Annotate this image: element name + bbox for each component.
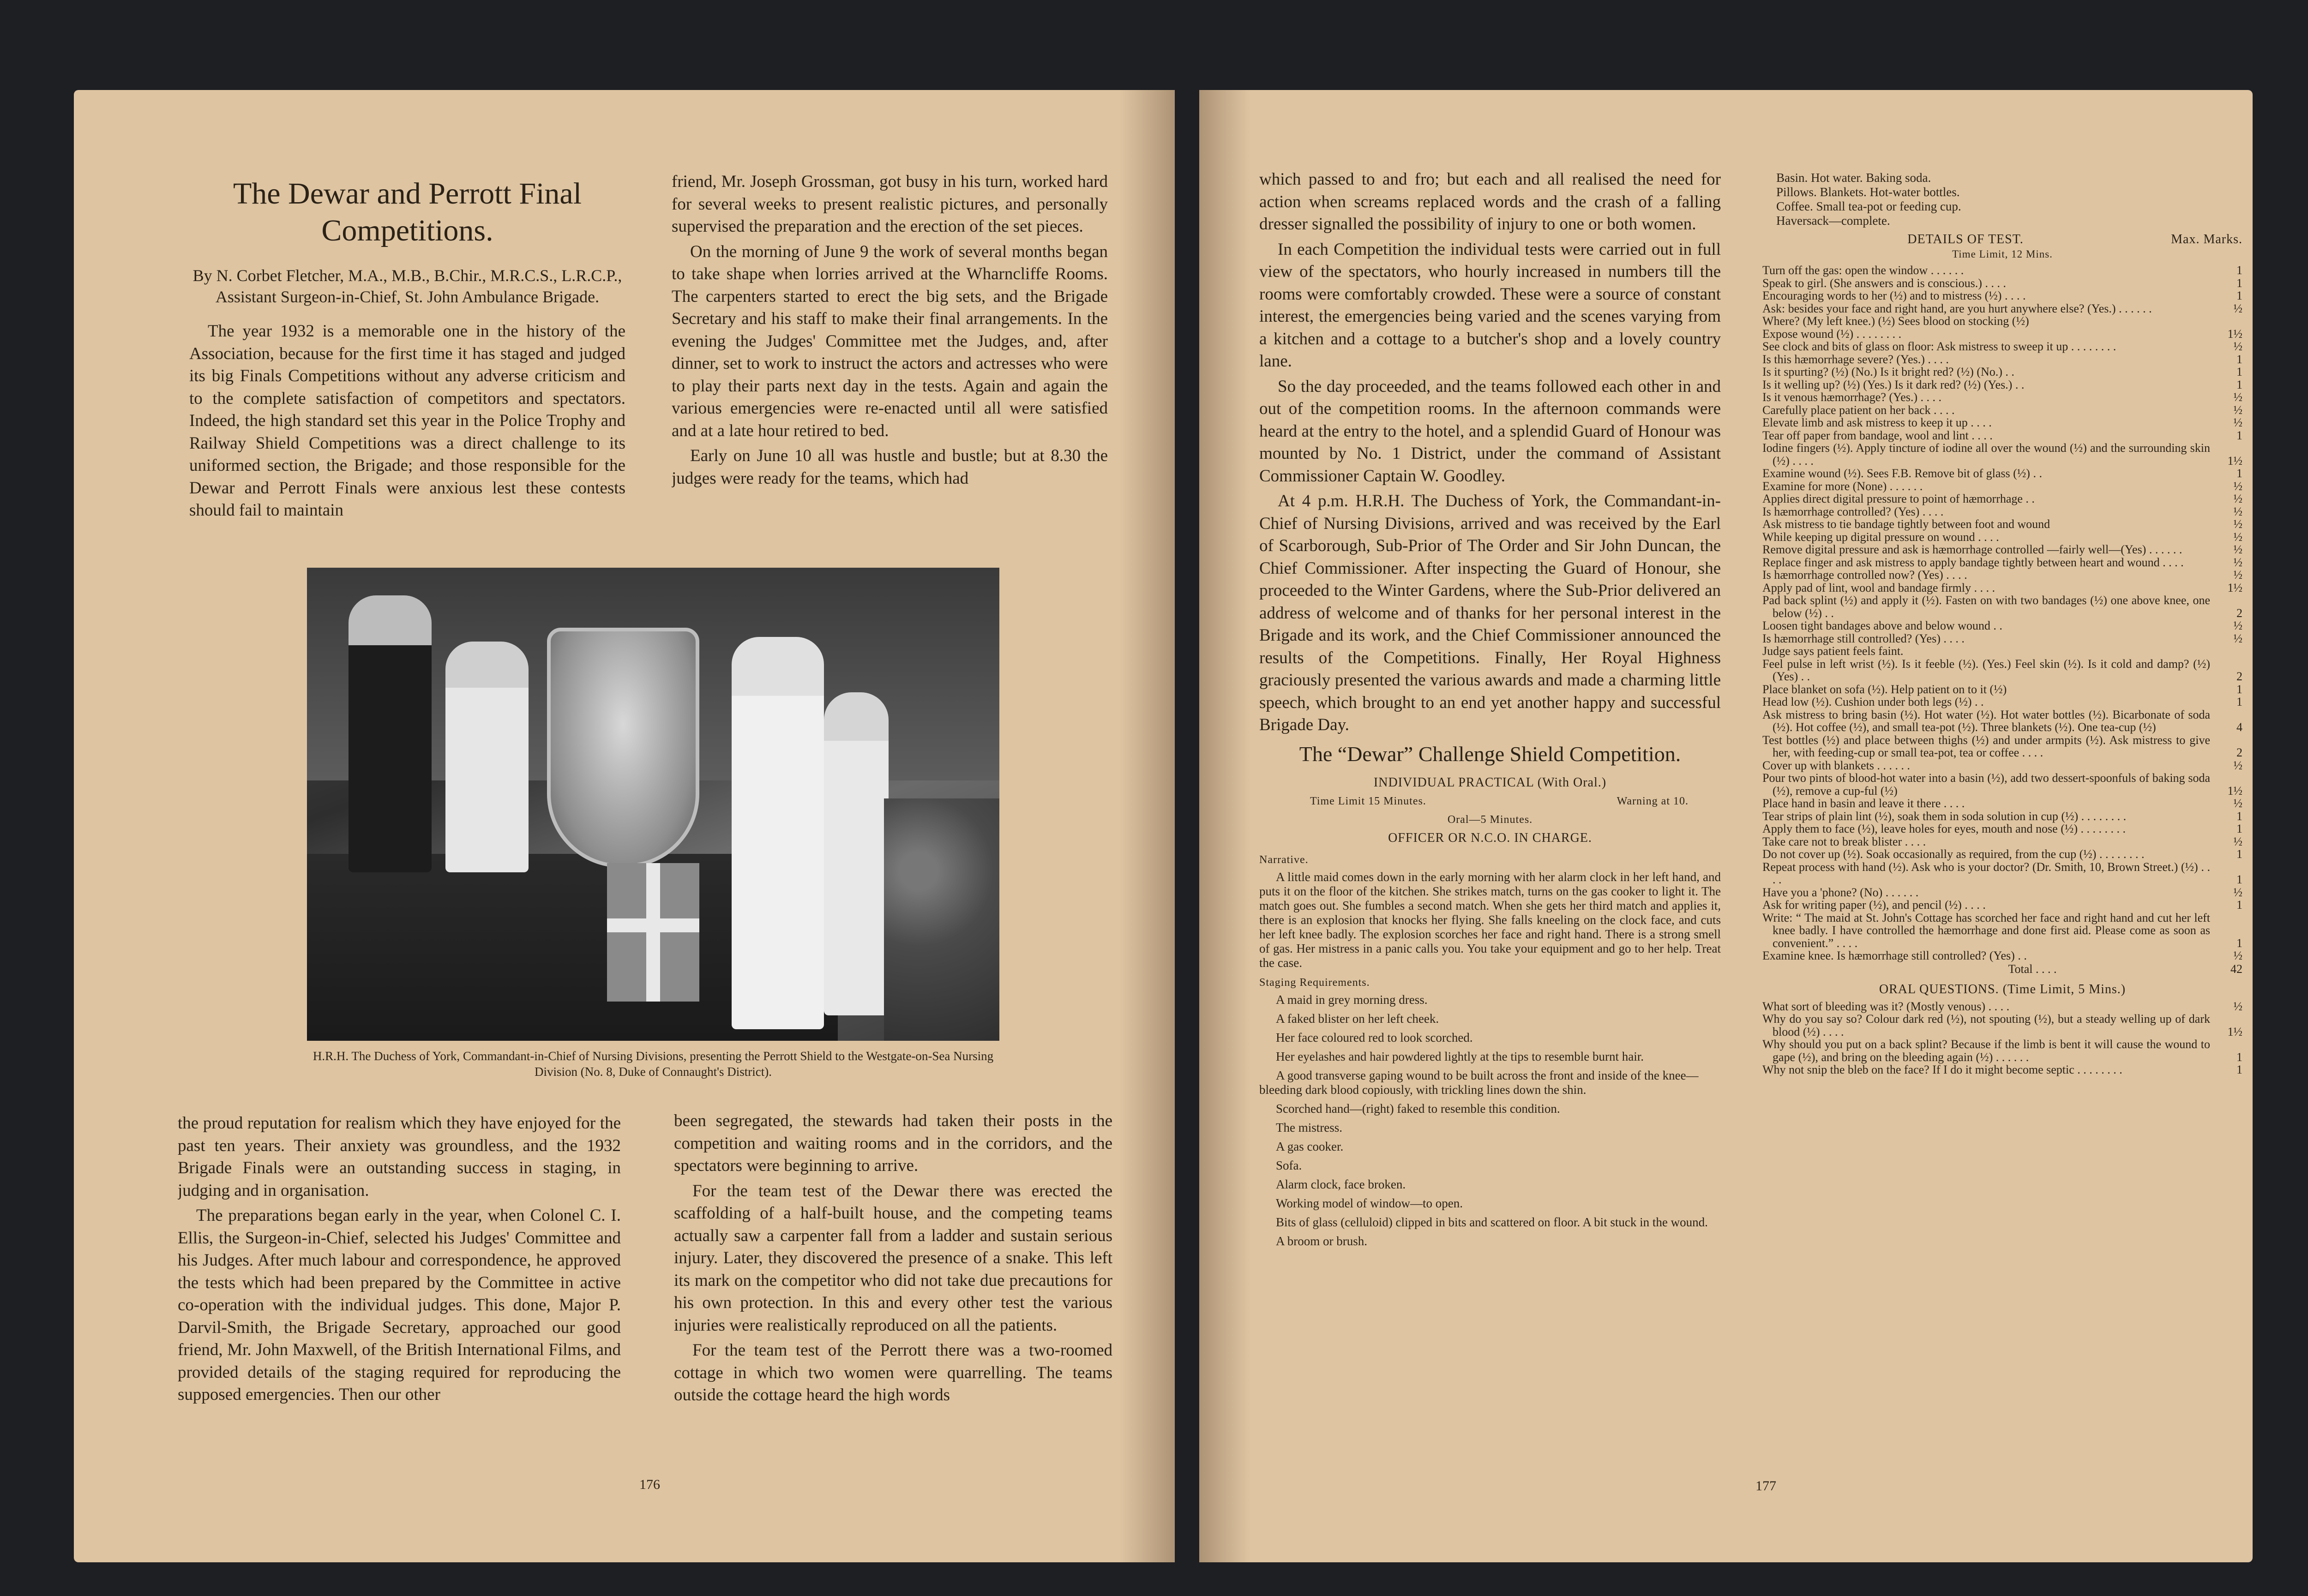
test-row-mark: ½ bbox=[2233, 568, 2242, 582]
right-page-left-column bbox=[1259, 168, 1721, 1535]
test-row bbox=[1762, 886, 2242, 899]
test-row-text: Examine wound (½). Sees F.B. Remove bit of glass (½) . . bbox=[1762, 467, 2042, 480]
list-item: Her eyelashes and hair powdered lightly at the tips to resemble burnt hair. bbox=[1276, 1049, 1644, 1063]
paragraph: Early on June 10 all was hustle and bustle; but at 8.30 the judges were ready for the teams, which had bbox=[672, 446, 1108, 488]
list-item: Basin. Hot water. Baking soda. bbox=[1776, 171, 1931, 185]
left-column-top bbox=[189, 175, 625, 558]
paragraph: been segregated, the stewards had taken their posts in the competition and waiting rooms and in the corridors, and the spectators were beginning to arrive. bbox=[674, 1111, 1112, 1175]
individual-practical-label: INDIVIDUAL PRACTICAL (With Oral.) bbox=[1373, 775, 1607, 790]
test-row-mark: 1½ bbox=[2227, 454, 2242, 468]
test-row-text: Elevate limb and ask mistress to keep it up . . . . bbox=[1762, 416, 1992, 429]
test-row-mark: ½ bbox=[2233, 479, 2242, 493]
oral-row-mark: 1½ bbox=[2227, 1025, 2242, 1038]
test-row-mark: 1 bbox=[2236, 365, 2242, 378]
narrative-text bbox=[1259, 870, 1721, 970]
test-row-mark: 1½ bbox=[2227, 784, 2242, 798]
test-row bbox=[1762, 467, 2242, 480]
test-row-mark: 1½ bbox=[2227, 581, 2242, 594]
details-heading-row bbox=[1762, 232, 2242, 247]
test-row bbox=[1762, 810, 2242, 823]
crowd-image bbox=[884, 798, 999, 1041]
test-row-mark: 2 bbox=[2236, 606, 2242, 620]
test-row-mark: 2 bbox=[2236, 746, 2242, 759]
test-row-mark: 1 bbox=[2236, 682, 2242, 696]
paragraph: For the team test of the Dewar there was erected the scaffolding of a half-built house, and the competing teams actually saw a carpenter fall from a ladder and sustain serious injury. Later, they discovered the presence of a snake. This left its mark on the competitor who did not take due precautions for his own protection. In this and every other test the various injuries were realistically reproduced on all the patients. bbox=[674, 1181, 1112, 1335]
oral-questions-heading: ORAL QUESTIONS. (Time Limit, 5 Mins.) bbox=[1879, 982, 2126, 996]
test-row-mark: ½ bbox=[2233, 530, 2242, 544]
test-row-text: Expose wound (½) . . . . . . . . bbox=[1762, 327, 1902, 341]
test-row-text: Take care not to break blister . . . . bbox=[1762, 834, 1926, 848]
test-row-text: Loosen tight bandages above and below wound . . bbox=[1762, 619, 2002, 632]
test-row-mark: ½ bbox=[2233, 403, 2242, 417]
test-row bbox=[1762, 696, 2242, 708]
list-item: A good transverse gaping wound to be built across the front and inside of the knee—bleeding dark blood copiously, with trickling lines down the shin. bbox=[1259, 1068, 1699, 1097]
test-row-text: Is this hæmorrhage severe? (Yes.) . . . . bbox=[1762, 352, 1949, 366]
photo-caption: H.R.H. The Duchess of York, Commandant-in-Chief of Nursing Divisions, presenting the Perrott Shield to the Westgate-on-Sea Nursing Division (No. 8, Duke of Connaught's District). bbox=[313, 1049, 994, 1079]
test-row bbox=[1762, 416, 2242, 429]
test-row-mark: 1 bbox=[2236, 264, 2242, 277]
test-row bbox=[1762, 797, 2242, 810]
paragraph: The preparations began early in the year, when Colonel C. I. Ellis, the Surgeon-in-Chief, selected his Judges' Committee and his Judges. After much labour and correspondence, he approved the tests which had been prepared by the Committee in active co-operation with the individual judges. This done, Major P. Darvil-Smith, the Brigade Secretary, approached our good friend, Mr. John Maxwell, of the British International Films, and provided details of the staging required for reproducing the supposed emergencies. Then our other bbox=[178, 1206, 621, 1404]
test-row-text: Ask: besides your face and right hand, are you hurt anywhere else? (Yes.) . . . . . . bbox=[1762, 301, 2152, 315]
test-row bbox=[1762, 949, 2242, 962]
test-row-text: Ask mistress to bring basin (½). Hot water (½). Hot water bottles (½). Bicarbonate of soda (½). Hot coffee (½), and small tea-pot (½). Three blankets (½). One tea-cup (½) bbox=[1762, 708, 2210, 734]
test-row-text: Ask mistress to tie bandage tightly between foot and wound bbox=[1762, 517, 2050, 531]
test-row bbox=[1762, 543, 2242, 556]
test-row-text: Feel pulse in left wrist (½). Is it feeble (½). (Yes.) Feel skin (½). Is it cold and damp? (½) (Yes) . . bbox=[1762, 657, 2210, 683]
test-row bbox=[1762, 556, 2242, 569]
warning-label: Warning at 10. bbox=[1617, 795, 1689, 807]
test-row bbox=[1762, 391, 2242, 404]
narrative-label: Narrative. bbox=[1259, 853, 1309, 866]
test-row-mark: 1 bbox=[2236, 898, 2242, 912]
oral-row bbox=[1762, 1000, 2242, 1013]
max-marks-label: Max. Marks. bbox=[2171, 232, 2242, 246]
list-item: Working model of window—to open. bbox=[1276, 1196, 1463, 1210]
test-row bbox=[1762, 277, 2242, 290]
list-item: A maid in grey morning dress. bbox=[1276, 992, 1428, 1007]
test-row bbox=[1762, 366, 2242, 378]
test-row-text: Place hand in basin and leave it there . . . . bbox=[1762, 797, 1965, 810]
test-row bbox=[1762, 772, 2242, 797]
test-row-text: Examine for more (None) . . . . . . bbox=[1762, 479, 1923, 493]
test-row bbox=[1762, 848, 2242, 861]
list-item: Alarm clock, face broken. bbox=[1276, 1177, 1406, 1191]
right-page-right-column bbox=[1762, 171, 2242, 1551]
list-item: Coffee. Small tea-pot or feeding cup. bbox=[1776, 199, 1961, 213]
test-row-mark: 1 bbox=[2236, 289, 2242, 302]
oral-questions-list bbox=[1762, 1000, 2242, 1076]
total-label: Total . . . . bbox=[2008, 962, 2057, 976]
test-row bbox=[1762, 734, 2242, 759]
test-row bbox=[1762, 531, 2242, 544]
oral-time-label: Oral—5 Minutes. bbox=[1447, 813, 1533, 826]
byline: By N. Corbet Fletcher, M.A., M.B., B.Chir., M.R.C.S., L.R.C.P., Assistant Surgeon-in-Chief, St. John Ambulance Brigade. bbox=[192, 266, 622, 306]
test-row-mark: 1 bbox=[2236, 822, 2242, 835]
test-row-text: Apply pad of lint, wool and bandage firmly . . . . bbox=[1762, 581, 1995, 594]
list-item: Sofa. bbox=[1276, 1158, 1302, 1172]
list-item: Bits of glass (celluloid) clipped in bits and scattered on floor. A bit stuck in the wound. bbox=[1276, 1215, 1708, 1229]
list-item: Her face coloured red to look scorched. bbox=[1276, 1030, 1473, 1044]
test-row bbox=[1762, 632, 2242, 645]
test-row-text: See clock and bits of glass on floor: Ask mistress to sweep it up . . . . . . . . bbox=[1762, 340, 2116, 353]
test-row bbox=[1762, 340, 2242, 353]
oral-row-mark: 1 bbox=[2236, 1063, 2242, 1076]
cross-banner-image bbox=[607, 863, 699, 1002]
test-row-mark: ½ bbox=[2233, 949, 2242, 962]
test-row bbox=[1762, 302, 2242, 315]
test-row bbox=[1762, 378, 2242, 391]
test-row bbox=[1762, 442, 2242, 467]
list-item: A faked blister on her left cheek. bbox=[1276, 1011, 1439, 1026]
test-row-text: Is it spurting? (½) (No.) Is it bright red? (½) (No.) . . bbox=[1762, 365, 2014, 378]
test-row-mark: ½ bbox=[2233, 885, 2242, 899]
test-row-mark: ½ bbox=[2233, 543, 2242, 556]
paragraph: For the team test of the Perrott there was a two-roomed cottage in which two women were quarrelling. The teams outside the cottage heard the high words bbox=[674, 1341, 1112, 1404]
test-row-text: Test bottles (½) and place between thighs (½) and under armpits (½). Ask mistress to give her, with feeding-cup or small tea-pot, tea or coffee . . . . bbox=[1762, 733, 2210, 759]
time-row bbox=[1259, 792, 1721, 810]
gutter-shadow bbox=[1199, 90, 1250, 1562]
test-row-text: While keeping up digital pressure on wound . . . . bbox=[1762, 530, 1999, 544]
test-row bbox=[1762, 315, 2242, 328]
total-value: 42 bbox=[2230, 962, 2242, 976]
test-row-mark: 1 bbox=[2236, 873, 2242, 886]
test-row-mark: ½ bbox=[2233, 555, 2242, 569]
test-row-mark: ½ bbox=[2233, 504, 2242, 518]
staging-list bbox=[1259, 993, 1721, 1248]
test-row-text: Speak to girl. (She answers and is conscious.) . . . . bbox=[1762, 276, 2006, 290]
test-row bbox=[1762, 912, 2242, 950]
oral-row bbox=[1762, 1013, 2242, 1038]
perrott-shield-image bbox=[547, 628, 699, 868]
test-row-mark: ½ bbox=[2233, 340, 2242, 353]
test-row-text: Apply them to face (½), leave holes for eyes, mouth and nose (½) . . . . . . . . bbox=[1762, 822, 2126, 835]
paragraph: A little maid comes down in the early morning with her alarm clock in her left hand, and puts it on the floor of the kitchen. She strikes match, turns on the gas cooker to light it. The match goes out. She fumbles a second match. When she gets her third match and applies it, there is an explosion that knocks her flying. She falls kneeling on the clock face, and cuts her left knee badly. The explosion scorches her face and right hand. There is a strong smell of gas. Her mistress in a panic calls you. You take your equipment and go to her help. Treat the case. bbox=[1259, 870, 1721, 970]
test-row bbox=[1762, 582, 2242, 594]
oral-row-text: Why do you say so? Colour dark red (½), not spouting (½), but a steady welling up of dark blood (½) . . . . bbox=[1762, 1012, 2210, 1038]
test-row-text: Replace finger and ask mistress to apply bandage tightly between heart and wound . . . . bbox=[1762, 555, 2184, 569]
time-limit-12-label: Time Limit, 12 Mins. bbox=[1952, 248, 2053, 260]
test-row-text: Encouraging words to her (½) and to mistress (½) . . . . bbox=[1762, 289, 2026, 302]
test-row-text: Write: “ The maid at St. John's Cottage has scorched her face and right hand and cut her left knee badly. I have controlled the hæmorrhage and done first aid. Please come as soon as convenient.” . . . . bbox=[1762, 911, 2210, 950]
test-details-list bbox=[1762, 264, 2242, 962]
test-row-text: Applies direct digital pressure to point of hæmorrhage . . bbox=[1762, 492, 2035, 505]
oral-row-mark: 1 bbox=[2236, 1050, 2242, 1064]
test-row-text: Tear off paper from bandage, wool and lint . . . . bbox=[1762, 428, 1993, 442]
test-row-text: Judge says patient feels faint. bbox=[1762, 644, 1904, 658]
test-row-text: Do not cover up (½). Soak occasionally as required, from the cup (½) . . . . . . . . bbox=[1762, 847, 2145, 861]
test-row bbox=[1762, 645, 2242, 658]
test-row-mark: 1 bbox=[2236, 936, 2242, 950]
article-continuation bbox=[1259, 168, 1721, 737]
duchess-presentation-photo bbox=[307, 568, 999, 1041]
paragraph: friend, Mr. Joseph Grossman, got busy in his turn, worked hard for several weeks to present realistic pictures, and personally supervised the preparation and the erection of the set pieces. bbox=[672, 172, 1108, 236]
list-item: Haversack—complete. bbox=[1776, 214, 1890, 228]
test-row-mark: 1½ bbox=[2227, 327, 2242, 341]
nurse-figure bbox=[732, 637, 824, 1029]
test-row-text: Is it venous hæmorrhage? (Yes.) . . . . bbox=[1762, 390, 1942, 404]
page-number: 177 bbox=[1755, 1478, 1776, 1494]
test-row bbox=[1762, 861, 2242, 886]
test-row-mark: 1 bbox=[2236, 378, 2242, 391]
test-row-text: Cover up with blankets . . . . . . bbox=[1762, 758, 1910, 772]
test-row-text: Pad back splint (½) and apply it (½). Fasten on with two bandages (½) one above knee, one below (½) . . bbox=[1762, 594, 2210, 620]
nurse-figure bbox=[824, 692, 889, 1015]
officer-label: OFFICER OR N.C.O. IN CHARGE. bbox=[1388, 830, 1592, 845]
test-row-mark: ½ bbox=[2233, 797, 2242, 810]
test-row-mark: ½ bbox=[2233, 416, 2242, 429]
test-row-text: Place blanket on sofa (½). Help patient on to it (½) bbox=[1762, 682, 2007, 696]
page-number: 176 bbox=[639, 1477, 660, 1492]
test-row-text: Head low (½). Cushion under both legs (½) . . bbox=[1762, 695, 1984, 708]
time-limit-label: Time Limit 15 Minutes. bbox=[1310, 795, 1426, 807]
materials-list bbox=[1762, 171, 2242, 228]
test-row bbox=[1762, 835, 2242, 848]
test-row-mark: 2 bbox=[2236, 670, 2242, 683]
left-column-bottom bbox=[178, 1112, 621, 1546]
test-row bbox=[1762, 289, 2242, 302]
test-row-mark: 1 bbox=[2236, 695, 2242, 708]
test-row-text: Ask for writing paper (½), and pencil (½) . . . . bbox=[1762, 898, 1986, 912]
test-row bbox=[1762, 822, 2242, 835]
test-row bbox=[1762, 683, 2242, 696]
paragraph: On the morning of June 9 the work of several months began to take shape when lorries arrived at the Wharncliffe Rooms. The carpenters started to erect the big sets, and the Brigade Secretary and his staff to make their final arrangements. In the evening the Judges' Committee met the Judges, and, after dinner, set to work to instruct the actors and actresses who were to play their parts next day in the tests. Again and again the various emergencies were re-enacted until all were satisfied and at a late hour retired to bed. bbox=[672, 242, 1108, 440]
article-title: The Dewar and Perrott Final Competitions. bbox=[233, 177, 582, 247]
test-row-mark: ½ bbox=[2233, 619, 2242, 632]
test-row bbox=[1762, 899, 2242, 912]
list-item: Pillows. Blankets. Hot-water bottles. bbox=[1776, 185, 1960, 199]
test-row bbox=[1762, 492, 2242, 505]
test-row bbox=[1762, 480, 2242, 493]
test-row-mark: 1 bbox=[2236, 352, 2242, 366]
man-in-suit-figure bbox=[349, 595, 432, 872]
test-row bbox=[1762, 353, 2242, 366]
paragraph: which passed to and fro; but each and all realised the need for action when screams replaced words and the crash of a falling dresser signalled the possibility of injury to one or both women. bbox=[1259, 170, 1721, 234]
test-row-mark: ½ bbox=[2233, 758, 2242, 772]
gutter-shadow bbox=[1119, 90, 1175, 1562]
test-row-mark: ½ bbox=[2233, 301, 2242, 315]
test-row bbox=[1762, 619, 2242, 632]
test-row-mark: ½ bbox=[2233, 390, 2242, 404]
oral-row bbox=[1762, 1063, 2242, 1076]
test-row-text: Where? (My left knee.) (½) Sees blood on stocking (½) bbox=[1762, 314, 2029, 328]
test-row-mark: 1 bbox=[2236, 847, 2242, 861]
dewar-heading: The “Dewar” Challenge Shield Competition. bbox=[1299, 742, 1681, 766]
paragraph: At 4 p.m. H.R.H. The Duchess of York, the Commandant-in-Chief of Nursing Divisions, arrived and was received by the Earl of Scarborough, Sub-Prior of The Order and Sir John Duncan, the Chief Commissioner. After inspecting the Guard of Honour, she proceeded to the Winter Gardens, where the Sub-Prior delivered an address of welcome and of thanks for her personal interest in the Brigade and its work, and the Chief Commissioner announced the results of the Competitions. Finally, Her Royal Highness graciously presented the various awards and made a charming little speech, which brought to an end yet another happy and successful Brigade Day. bbox=[1259, 492, 1721, 734]
list-item: Scorched hand—(right) faked to resemble this condition. bbox=[1276, 1101, 1560, 1116]
details-heading: DETAILS OF TEST. bbox=[1907, 232, 2024, 246]
test-row-text: Remove digital pressure and ask is hæmorrhage controlled —fairly well—(Yes) . . . . . . bbox=[1762, 543, 2182, 556]
test-row-text: Is hæmorrhage controlled? (Yes) . . . . bbox=[1762, 504, 1944, 518]
test-row-mark: ½ bbox=[2233, 492, 2242, 505]
oral-row-text: Why should you put on a back splint? Because if the limb is bent it will cause the wound to gape (½), and bring on the bleeding again (½) . . . . . . bbox=[1762, 1038, 2210, 1064]
list-item: A gas cooker. bbox=[1276, 1139, 1344, 1153]
left-page bbox=[74, 90, 1175, 1562]
total-row bbox=[1762, 962, 2242, 976]
test-row-text: Pour two pints of blood-hot water into a basin (½), add two dessert-spoonfuls of baking soda (½), remove a cup-ful (½) bbox=[1762, 771, 2210, 798]
test-row-text: Is it welling up? (½) (Yes.) Is it dark red? (½) (Yes.) . . bbox=[1762, 378, 2025, 391]
test-row-mark: 1 bbox=[2236, 809, 2242, 823]
test-row-text: Examine knee. Is hæmorrhage still controlled? (Yes) . . bbox=[1762, 949, 2027, 962]
test-row-mark: 1 bbox=[2236, 428, 2242, 442]
list-item: A broom or brush. bbox=[1276, 1234, 1367, 1248]
paragraph: The year 1932 is a memorable one in the history of the Association, because for the first time it has staged and judged its big Finals Competitions without any adverse criticism and to the complete satisfaction of competitors and spectators. Indeed, the high standard set this year in the Police Trophy and Railway Shield Competitions was a direct challenge to its uniformed section, the Brigade; and those responsible for the Dewar and Perrott Finals were anxious lest these contests should fail to maintain bbox=[189, 322, 625, 520]
test-row-text: Turn off the gas: open the window . . . . . . bbox=[1762, 264, 1964, 277]
paragraph: the proud reputation for realism which they have enjoyed for the past ten years. Their anxiety was groundless, and the 1932 Brigade Finals were an outstanding success in staging, in judging and in organisation. bbox=[178, 1114, 621, 1200]
right-column-bottom bbox=[674, 1110, 1112, 1525]
staging-label: Staging Requirements. bbox=[1259, 976, 1370, 989]
right-column-top bbox=[672, 171, 1108, 558]
test-row-text: Have you a 'phone? (No) . . . . . . bbox=[1762, 885, 1919, 899]
test-row-text: Iodine fingers (½). Apply tincture of iodine all over the wound (½) and the surrounding skin (½) . . . . bbox=[1762, 441, 2210, 468]
oral-row-text: Why not snip the bleb on the face? If I do it might become septic . . . . . . . . bbox=[1762, 1063, 2122, 1076]
duchess-figure bbox=[445, 642, 529, 872]
test-row bbox=[1762, 518, 2242, 531]
test-row bbox=[1762, 594, 2242, 619]
test-row-mark: ½ bbox=[2233, 834, 2242, 848]
oral-row-mark: ½ bbox=[2233, 999, 2242, 1013]
test-row-mark: 4 bbox=[2236, 720, 2242, 734]
test-row bbox=[1762, 505, 2242, 518]
test-row-mark: 1 bbox=[2236, 276, 2242, 290]
test-row-text: Tear strips of plain lint (½), soak them in soda solution in cup (½) . . . . . . . . bbox=[1762, 809, 2127, 823]
test-row bbox=[1762, 569, 2242, 582]
test-row bbox=[1762, 404, 2242, 417]
test-row-mark: ½ bbox=[2233, 631, 2242, 645]
paragraph: In each Competition the individual tests were carried out in full view of the spectators, who hourly increased in numbers till the rooms were comfortably crowded. These were a source of constant interest, the emergencies being varied and the scenes varying from a kitchen and a cottage to a butcher's shop and a lovely country lane. bbox=[1259, 240, 1721, 371]
test-row-text: Is hæmorrhage still controlled? (Yes) . . . . bbox=[1762, 631, 1965, 645]
oral-row-text: What sort of bleeding was it? (Mostly venous) . . . . bbox=[1762, 999, 2010, 1013]
test-row bbox=[1762, 708, 2242, 734]
right-page bbox=[1199, 90, 2253, 1562]
test-row-mark: 1 bbox=[2236, 467, 2242, 480]
test-row-text: Is hæmorrhage controlled now? (Yes) . . . . bbox=[1762, 568, 1967, 582]
test-row-text: Repeat process with hand (½). Ask who is your doctor? (Dr. Smith, 10, Brown Street.) (½) . . . . bbox=[1762, 860, 2210, 886]
test-row bbox=[1762, 429, 2242, 442]
test-row-mark: ½ bbox=[2233, 517, 2242, 531]
test-row bbox=[1762, 328, 2242, 341]
test-row-text: Carefully place patient on her back . . . . bbox=[1762, 403, 1955, 417]
test-row bbox=[1762, 759, 2242, 772]
oral-row bbox=[1762, 1038, 2242, 1063]
paragraph: So the day proceeded, and the teams followed each other in and out of the competition rooms. In the afternoon commands were heard at the entry to the hotel, and a splendid Guard of Honour was mounted by No. 1 District, under the command of Assistant Commissioner Captain W. Goodley. bbox=[1259, 377, 1721, 486]
list-item: The mistress. bbox=[1276, 1120, 1342, 1134]
test-row bbox=[1762, 264, 2242, 277]
test-row bbox=[1762, 658, 2242, 683]
